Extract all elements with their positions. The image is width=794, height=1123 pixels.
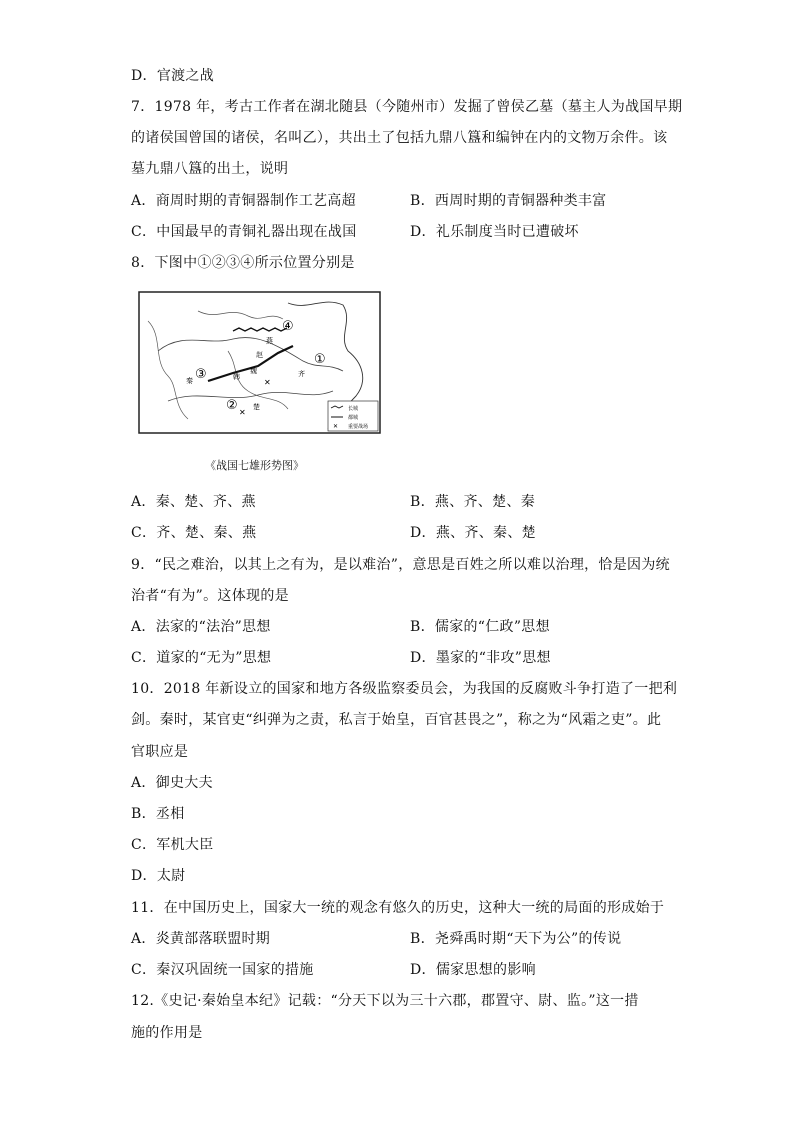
q11-option-d[interactable]: D．儒家思想的影响 bbox=[410, 962, 536, 978]
map-label-wei: 魏 bbox=[250, 367, 257, 375]
q10-stem-line1: 10．2018 年新设立的国家和地方各级监察委员会，为我国的反腐败斗争打造了一把利 bbox=[131, 681, 678, 697]
q12-stem-line2: 施的作用是 bbox=[131, 1025, 203, 1041]
q7-option-b[interactable]: B．西周时期的青铜器种类丰富 bbox=[410, 193, 607, 209]
map-marker-1: ① bbox=[314, 352, 326, 367]
q11-option-c[interactable]: C．秦汉巩固统一国家的措施 bbox=[131, 962, 314, 978]
legend-battle: 重要战场 bbox=[348, 424, 369, 430]
svg-text:✕: ✕ bbox=[239, 408, 246, 417]
map-marker-3: ③ bbox=[195, 367, 207, 382]
map-label-chu: 楚 bbox=[253, 403, 260, 411]
q10-stem-line3: 官职应是 bbox=[131, 744, 189, 760]
q11-stem: 11．在中国历史上，国家大一统的观念有悠久的历史，这种大一统的局面的形成始于 bbox=[131, 900, 665, 916]
svg-text:✕: ✕ bbox=[333, 423, 339, 430]
q8-option-a[interactable]: A．秦、楚、齐、燕 bbox=[131, 494, 256, 510]
q9-stem-line2: 治者“有为”。这体现的是 bbox=[131, 588, 289, 604]
q9-option-d[interactable]: D．墨家的“非攻”思想 bbox=[410, 650, 551, 666]
warring-states-map bbox=[138, 291, 381, 434]
legend-capital: 都城 bbox=[348, 415, 359, 421]
q9-option-b[interactable]: B．儒家的“仁政”思想 bbox=[410, 619, 550, 635]
map-marker-4: ④ bbox=[282, 319, 294, 334]
map-label-zhao: 赵 bbox=[256, 351, 263, 359]
map-label-qi: 齐 bbox=[298, 370, 305, 378]
legend-wall: 长城 bbox=[348, 406, 359, 412]
q7-option-c[interactable]: C．中国最早的青铜礼器出现在战国 bbox=[131, 224, 357, 240]
q9-option-c[interactable]: C．道家的“无为”思想 bbox=[131, 650, 272, 666]
q10-stem-line2: 剑。秦时，某官吏“纠弹为之责，私言于始皇，百官甚畏之”，称之为“风霜之吏”。此 bbox=[131, 712, 662, 728]
q7-stem-line1: 7．1978 年，考古工作者在湖北随县（今随州市）发掘了曾侯乙墓（墓主人为战国早期 bbox=[131, 99, 683, 115]
q8-option-d[interactable]: D．燕、齐、秦、楚 bbox=[410, 525, 536, 541]
q10-option-b[interactable]: B．丞相 bbox=[131, 806, 185, 822]
q10-option-d[interactable]: D．太尉 bbox=[131, 868, 186, 884]
map-label-yan: 燕 bbox=[266, 337, 273, 345]
q6-option-d[interactable]: D．官渡之战 bbox=[131, 68, 215, 84]
q9-option-a[interactable]: A．法家的“法治”思想 bbox=[131, 619, 271, 635]
map-label-han: 韩 bbox=[233, 373, 240, 381]
q12-stem-line1: 12.《史记·秦始皇本纪》记载：“分天下以为三十六郡，郡置守、尉、监。”这一措 bbox=[131, 993, 639, 1009]
q8-stem: 8．下图中①②③④所示位置分别是 bbox=[131, 255, 355, 271]
map-label-qin: 秦 bbox=[186, 377, 193, 385]
q7-stem-line2: 的诸侯国曾国的诸侯，名叫乙），共出土了包括九鼎八簋和编钟在内的文物万余件。该 bbox=[131, 130, 668, 146]
q7-option-d[interactable]: D．礼乐制度当时已遭破坏 bbox=[410, 224, 579, 240]
q10-option-a[interactable]: A．御史大夫 bbox=[131, 775, 213, 791]
q7-stem-line3: 墓九鼎八簋的出土，说明 bbox=[131, 161, 289, 177]
map-caption: 《战国七雄形势图》 bbox=[205, 459, 304, 472]
q8-option-c[interactable]: C．齐、楚、秦、燕 bbox=[131, 525, 257, 541]
q11-option-b[interactable]: B．尧舜禹时期“天下为公”的传说 bbox=[410, 931, 622, 947]
q10-option-c[interactable]: C．军机大臣 bbox=[131, 837, 214, 853]
map-marker-2: ② bbox=[226, 398, 238, 413]
q7-option-a[interactable]: A．商周时期的青铜器制作工艺高超 bbox=[131, 193, 356, 209]
svg-text:✕: ✕ bbox=[264, 378, 271, 387]
q8-option-b[interactable]: B．燕、齐、楚、秦 bbox=[410, 494, 535, 510]
q9-stem-line1: 9．“民之难治，以其上之有为，是以难治”，意思是百姓之所以难以治理，恰是因为统 bbox=[131, 557, 670, 573]
q11-option-a[interactable]: A．炎黄部落联盟时期 bbox=[131, 931, 271, 947]
